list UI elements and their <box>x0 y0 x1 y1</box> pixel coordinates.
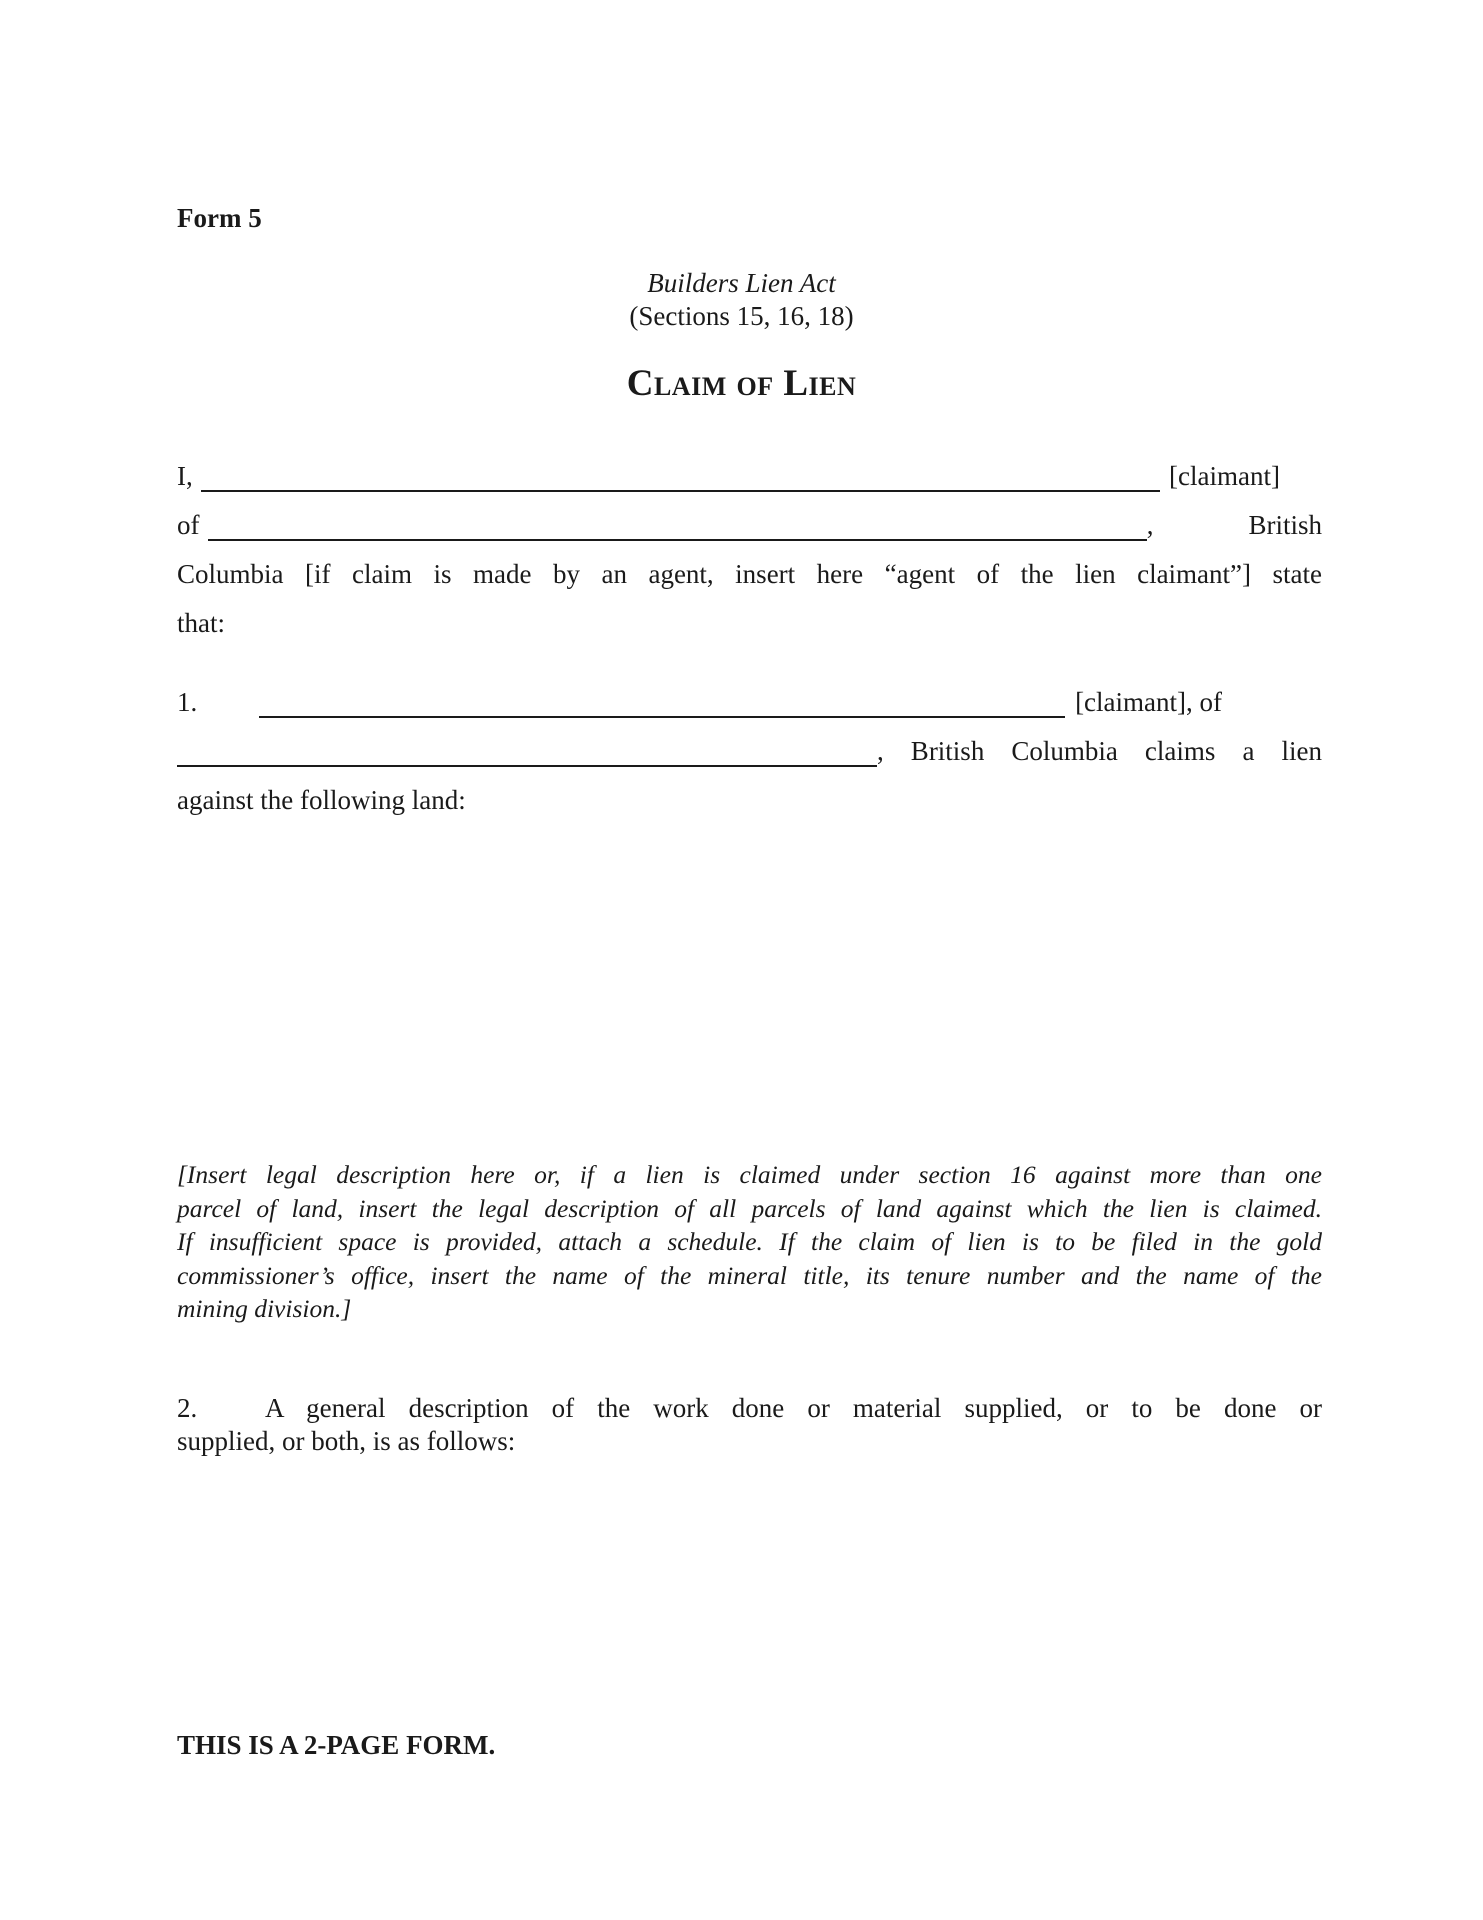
claimant-address-line <box>177 501 1322 550</box>
item-1-claimant-tag: [claimant], of <box>1075 687 1222 717</box>
claimant-name-line <box>177 452 1322 501</box>
item-1-address-line <box>177 727 1322 776</box>
item-2-second-line: supplied, or both, is as follows: <box>177 1426 516 1456</box>
address-line-prefix: of <box>177 510 200 540</box>
that-line: that: <box>177 608 225 638</box>
item-2 <box>177 1392 1322 1458</box>
item-2-description-text: A general description of the work done or material supplied, or to be done or <box>265 1393 1322 1423</box>
item-2-first-line <box>177 1392 1322 1425</box>
declaration-paragraph <box>177 452 1322 648</box>
province-word: British <box>1248 510 1322 540</box>
work-description-blank-space <box>177 1470 1322 1710</box>
claimant-name-blank <box>201 490 1160 492</box>
item-1-address-blank <box>177 765 877 767</box>
agent-instruction-line: Columbia [if claim is made by an agent, insert here “agent of the lien claimant”] state <box>177 559 1322 589</box>
claimant-tag: [claimant] <box>1169 461 1280 491</box>
note-line: commissioner’s office, insert the name of the mineral title, its tenure number and the name of the <box>177 1260 1322 1290</box>
note-line: [Insert legal description here or, if a lien is claimed under section 16 against more than one <box>177 1160 1322 1189</box>
claimant-address-blank <box>208 539 1147 541</box>
item-1-claimant-line <box>177 678 1322 727</box>
note-line: If insufficient space is provided, attach a schedule. If the claim of lien is to be filed in the gold <box>177 1227 1322 1256</box>
item-1-number: 1. <box>177 687 198 717</box>
act-title: Builders Lien Act <box>647 268 836 298</box>
item-2-number: 2. <box>177 1393 198 1423</box>
item-1-claimant-blank <box>259 716 1065 718</box>
item-1-claims-text: , British Columbia claims a lien <box>877 736 1322 766</box>
item-1-against-line: against the following land: <box>177 785 466 815</box>
item-1 <box>177 678 1322 825</box>
act-sections: (Sections 15, 16, 18) <box>629 301 854 331</box>
note-line-last: mining division.] <box>177 1294 352 1323</box>
legal-description-note <box>177 1158 1322 1326</box>
form-number: Form 5 <box>177 203 262 233</box>
note-line: parcel of land, insert the legal description of all parcels of land against which the lien is claimed. <box>177 1193 1322 1223</box>
document-title: Claim of Lien <box>626 363 857 404</box>
two-page-form-note: THIS IS A 2-PAGE FORM. <box>177 1730 496 1760</box>
address-comma: , <box>1146 510 1154 540</box>
legal-description-blank-space <box>177 830 1322 1150</box>
claimant-line-prefix: I, <box>177 461 193 491</box>
